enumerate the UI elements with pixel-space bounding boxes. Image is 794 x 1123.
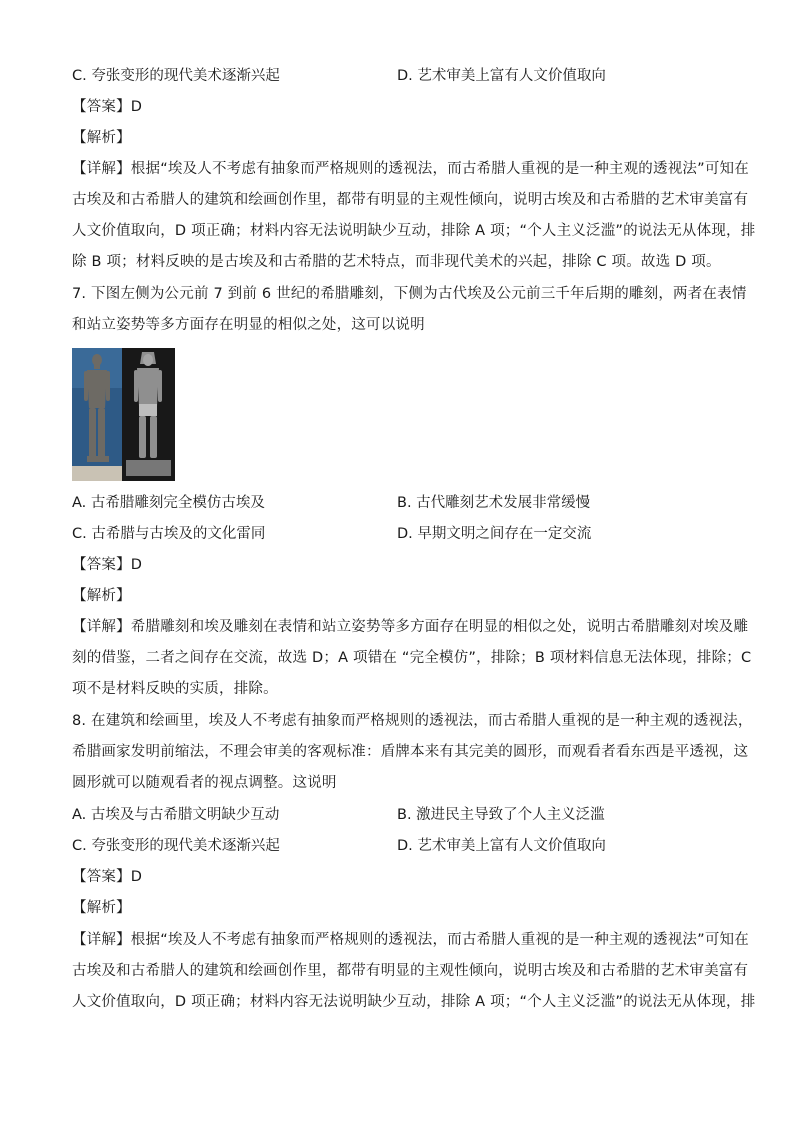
q7-stem-line: 和站立姿势等多方面存在明显的相似之处，这可以说明 [72,317,425,333]
answer-label: 【答案】D [72,869,143,885]
q8-stem-line: 8. 在建筑和绘画里，埃及人不考虑有抽象而严格规则的透视法，而古希腊人重视的是一种主观的透视法， [72,713,753,729]
detail-line: 【详解】根据“埃及人不考虑有抽象而严格规则的透视法，而古希腊人重视的是一种主观的透视法”可知在 [72,932,749,948]
option-c: C. 夸张变形的现代美术逐渐兴起 [72,68,280,84]
option-b: B. 古代雕刻艺术发展非常缓慢 [397,495,591,511]
q8-options-row-1 [72,805,722,825]
option-a: A. 古埃及与古希腊文明缺少互动 [72,807,280,823]
analysis-label: 【解析】 [72,900,131,916]
q7-options-row-2 [72,524,722,544]
detail-line: 【详解】根据“埃及人不考虑有抽象而严格规则的透视法，而古希腊人重视的是一种主观的透视法”可知在 [72,161,749,177]
detail-line: 古埃及和古希腊人的建筑和绘画创作里，都带有明显的主观性倾向，说明古埃及和古希腊的艺术审美富有 [72,192,749,208]
q8-stem-line: 希腊画家发明前缩法，不理会审美的客观标准：盾牌本来有其完美的圆形，而观看者看东西是平透视，这 [72,744,749,760]
analysis-label: 【解析】 [72,588,131,604]
detail-line: 人文价值取向，D 项正确；材料内容无法说明缺少互动，排除 A 项；“个人主义泛滥”的说法无从体现，排 [72,223,756,239]
q7-stem-line: 7. 下图左侧为公元前 7 到前 6 世纪的希腊雕刻，下侧为古代埃及公元前三千年后期的雕刻，两者在表情 [72,286,747,302]
detail-line: 【详解】希腊雕刻和埃及雕刻在表情和站立姿势等多方面存在明显的相似之处，说明古希腊雕刻对埃及雕 [72,619,749,635]
analysis-label: 【解析】 [72,130,131,146]
detail-line: 古埃及和古希腊人的建筑和绘画创作里，都带有明显的主观性倾向，说明古埃及和古希腊的艺术审美富有 [72,963,749,979]
option-b: B. 激进民主导致了个人主义泛滥 [397,807,605,823]
option-d: D. 早期文明之间存在一定交流 [397,526,592,542]
answer-label: 【答案】D [72,557,143,573]
option-c: C. 古希腊与古埃及的文化雷同 [72,526,266,542]
option-d: D. 艺术审美上富有人文价值取向 [397,68,606,84]
option-c: C. 夸张变形的现代美术逐渐兴起 [72,838,280,854]
sculpture-comparison-photo [72,348,175,481]
detail-line: 人文价值取向，D 项正确；材料内容无法说明缺少互动，排除 A 项；“个人主义泛滥”的说法无从体现，排 [72,994,756,1010]
q7-options-row-1 [72,493,722,513]
top-options-row [72,66,722,86]
detail-line: 除 B 项；材料反映的是古埃及和古希腊的艺术特点，而非现代美术的兴起，排除 C 项。故选 D 项。 [72,254,721,270]
detail-line: 项不是材料反映的实质，排除。 [72,681,278,697]
option-a: A. 古希腊雕刻完全模仿古埃及 [72,495,265,511]
option-d: D. 艺术审美上富有人文价值取向 [397,838,606,854]
q8-stem-line: 圆形就可以随观看者的视点调整。这说明 [72,775,337,791]
answer-label: 【答案】D [72,99,143,115]
detail-line: 刻的借鉴，二者之间存在交流，故选 D；A 项错在 “完全模仿”，排除；B 项材料信息无法体现，排除；C [72,650,752,666]
q8-options-row-2 [72,836,722,856]
